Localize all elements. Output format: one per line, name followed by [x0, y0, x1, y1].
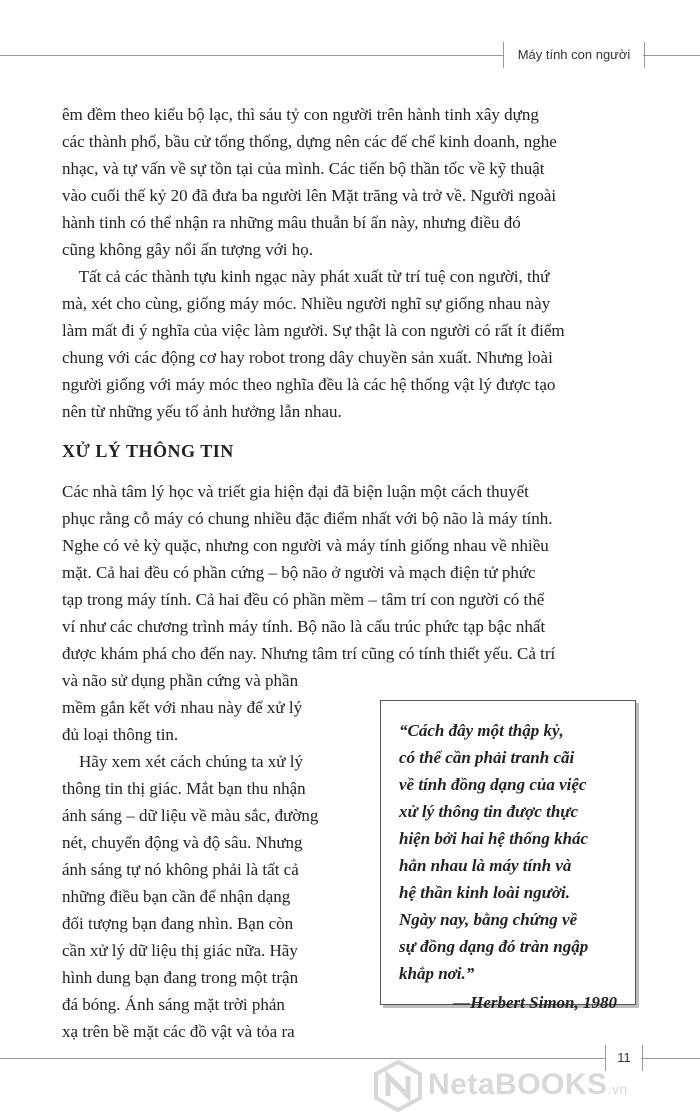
text-line: vào cuối thế kỷ 20 đã đưa ba người lên Mặt trăng và trở về. Người ngoài	[62, 186, 557, 205]
quote-line: hệ thần kinh loài người.	[399, 883, 570, 902]
text-line: cần xử lý dữ liệu thị giác nữa. Hãy	[62, 941, 298, 960]
text-line: đá bóng. Ánh sáng mặt trời phản	[62, 995, 285, 1014]
text-line: phục rằng cỗ máy có chung nhiều đặc điểm nhất với bộ não là máy tính.	[62, 509, 553, 528]
text-line: được khám phá cho đến nay. Nhưng tâm trí cũng có tính thiết yếu. Cả trí	[62, 644, 556, 663]
text-line: đối tượng bạn đang nhìn. Bạn còn	[62, 914, 294, 933]
text-line: tạp trong máy tính. Cả hai đều có phần mềm – tâm trí con người có thể	[62, 590, 545, 609]
quote-line: hiện bởi hai hệ thống khác	[399, 829, 589, 848]
pull-quote-box	[380, 700, 636, 1012]
text-line: nét, chuyển động và độ sâu. Nhưng	[62, 833, 303, 852]
quote-line: khắp nơi.”	[399, 964, 475, 983]
watermark-suffix: .vn	[607, 1081, 628, 1097]
watermark-brand: NetaBOOKS	[428, 1068, 608, 1101]
page-number: 11	[605, 1045, 643, 1071]
header-rule-left	[0, 55, 503, 56]
text-line: xạ trên bề mặt các đồ vật và tỏa ra	[62, 1022, 295, 1041]
watermark-text	[428, 1068, 628, 1102]
text-line: hình dung bạn đang trong một trận	[62, 968, 299, 987]
text-line: làm mất đi ý nghĩa của việc làm người. Sự thật là con người có rất ít điểm	[62, 321, 565, 340]
quote-line: hẳn nhau là máy tính và	[399, 856, 572, 875]
text-line: đủ loại thông tin.	[62, 725, 179, 744]
running-title: Máy tính con người	[503, 42, 645, 68]
header-rule-right	[643, 55, 700, 56]
section-heading: XỬ LÝ THÔNG TIN	[62, 441, 234, 461]
section-text-full	[62, 478, 637, 667]
text-line: thông tin thị giác. Mắt bạn thu nhận	[62, 779, 306, 798]
quote-attribution: —Herbert Simon, 1980	[453, 993, 617, 1012]
text-line: ánh sáng – dữ liệu về màu sắc, đường	[62, 806, 319, 825]
text-line: và não sử dụng phần cứng và phần	[62, 671, 299, 690]
quote-line: Ngày nay, bằng chứng về	[399, 910, 578, 929]
section-text-narrow	[62, 667, 362, 1045]
text-line: Nghe có vẻ kỳ quặc, nhưng con người và máy tính giống nhau về nhiều	[62, 536, 549, 555]
text-line: Các nhà tâm lý học và triết gia hiện đại đã biện luận một cách thuyết	[62, 482, 529, 501]
text-line: ví như các chương trình máy tính. Bộ não là cấu trúc phức tạp bậc nhất	[62, 617, 546, 636]
text-line: êm đềm theo kiểu bộ lạc, thì sáu tỷ con người trên hành tinh xây dựng	[62, 105, 539, 124]
text-line: Tất cả các thành tựu kinh ngạc này phát xuất từ trí tuệ con người, thứ	[62, 267, 550, 286]
pull-quote	[399, 717, 621, 987]
watermark	[368, 1058, 688, 1114]
body-text-top	[62, 101, 637, 425]
text-line: những điều bạn cần để nhận dạng	[62, 887, 291, 906]
quote-line: sự đồng dạng đó tràn ngập	[399, 937, 589, 956]
text-line: Hãy xem xét cách chúng ta xử lý	[62, 752, 303, 771]
quote-line: về tính đồng dạng của việc	[399, 775, 587, 794]
watermark-logo-icon	[372, 1060, 424, 1112]
text-line: mặt. Cả hai đều có phần cứng – bộ não ở người và mạch điện tử phức	[62, 563, 536, 582]
quote-line: xử lý thông tin được thực	[399, 802, 578, 821]
text-line: mà, xét cho cùng, giống máy móc. Nhiều người nghĩ sự giống nhau này	[62, 294, 551, 313]
text-line: ánh sáng tự nó không phải là tất cả	[62, 860, 299, 879]
text-line: các thành phố, bầu cử tổng thống, dựng nên các đế chế kinh doanh, nghe	[62, 132, 557, 151]
quote-line: “Cách đây một thập kỷ,	[399, 721, 564, 740]
text-line: người giống với máy móc theo nghĩa đều là các hệ thống vật lý được tạo	[62, 375, 556, 394]
text-line: mềm gắn kết với nhau này để xử lý	[62, 698, 303, 717]
text-line: chung với các động cơ hay robot trong dây chuyền sản xuất. Nhưng loài	[62, 348, 553, 367]
text-line: nhạc, và tự vấn về sự tồn tại của mình. Các tiến bộ thần tốc về kỹ thuật	[62, 159, 545, 178]
text-line: cũng không gây nổi ấn tượng với họ.	[62, 240, 313, 259]
quote-line: có thể cần phải tranh cãi	[399, 748, 575, 767]
text-line: hành tinh có thể nhận ra những mâu thuẫn bí ẩn này, nhưng điều đó	[62, 213, 521, 232]
text-line: nên từ những yếu tố ảnh hưởng lẫn nhau.	[62, 402, 342, 421]
